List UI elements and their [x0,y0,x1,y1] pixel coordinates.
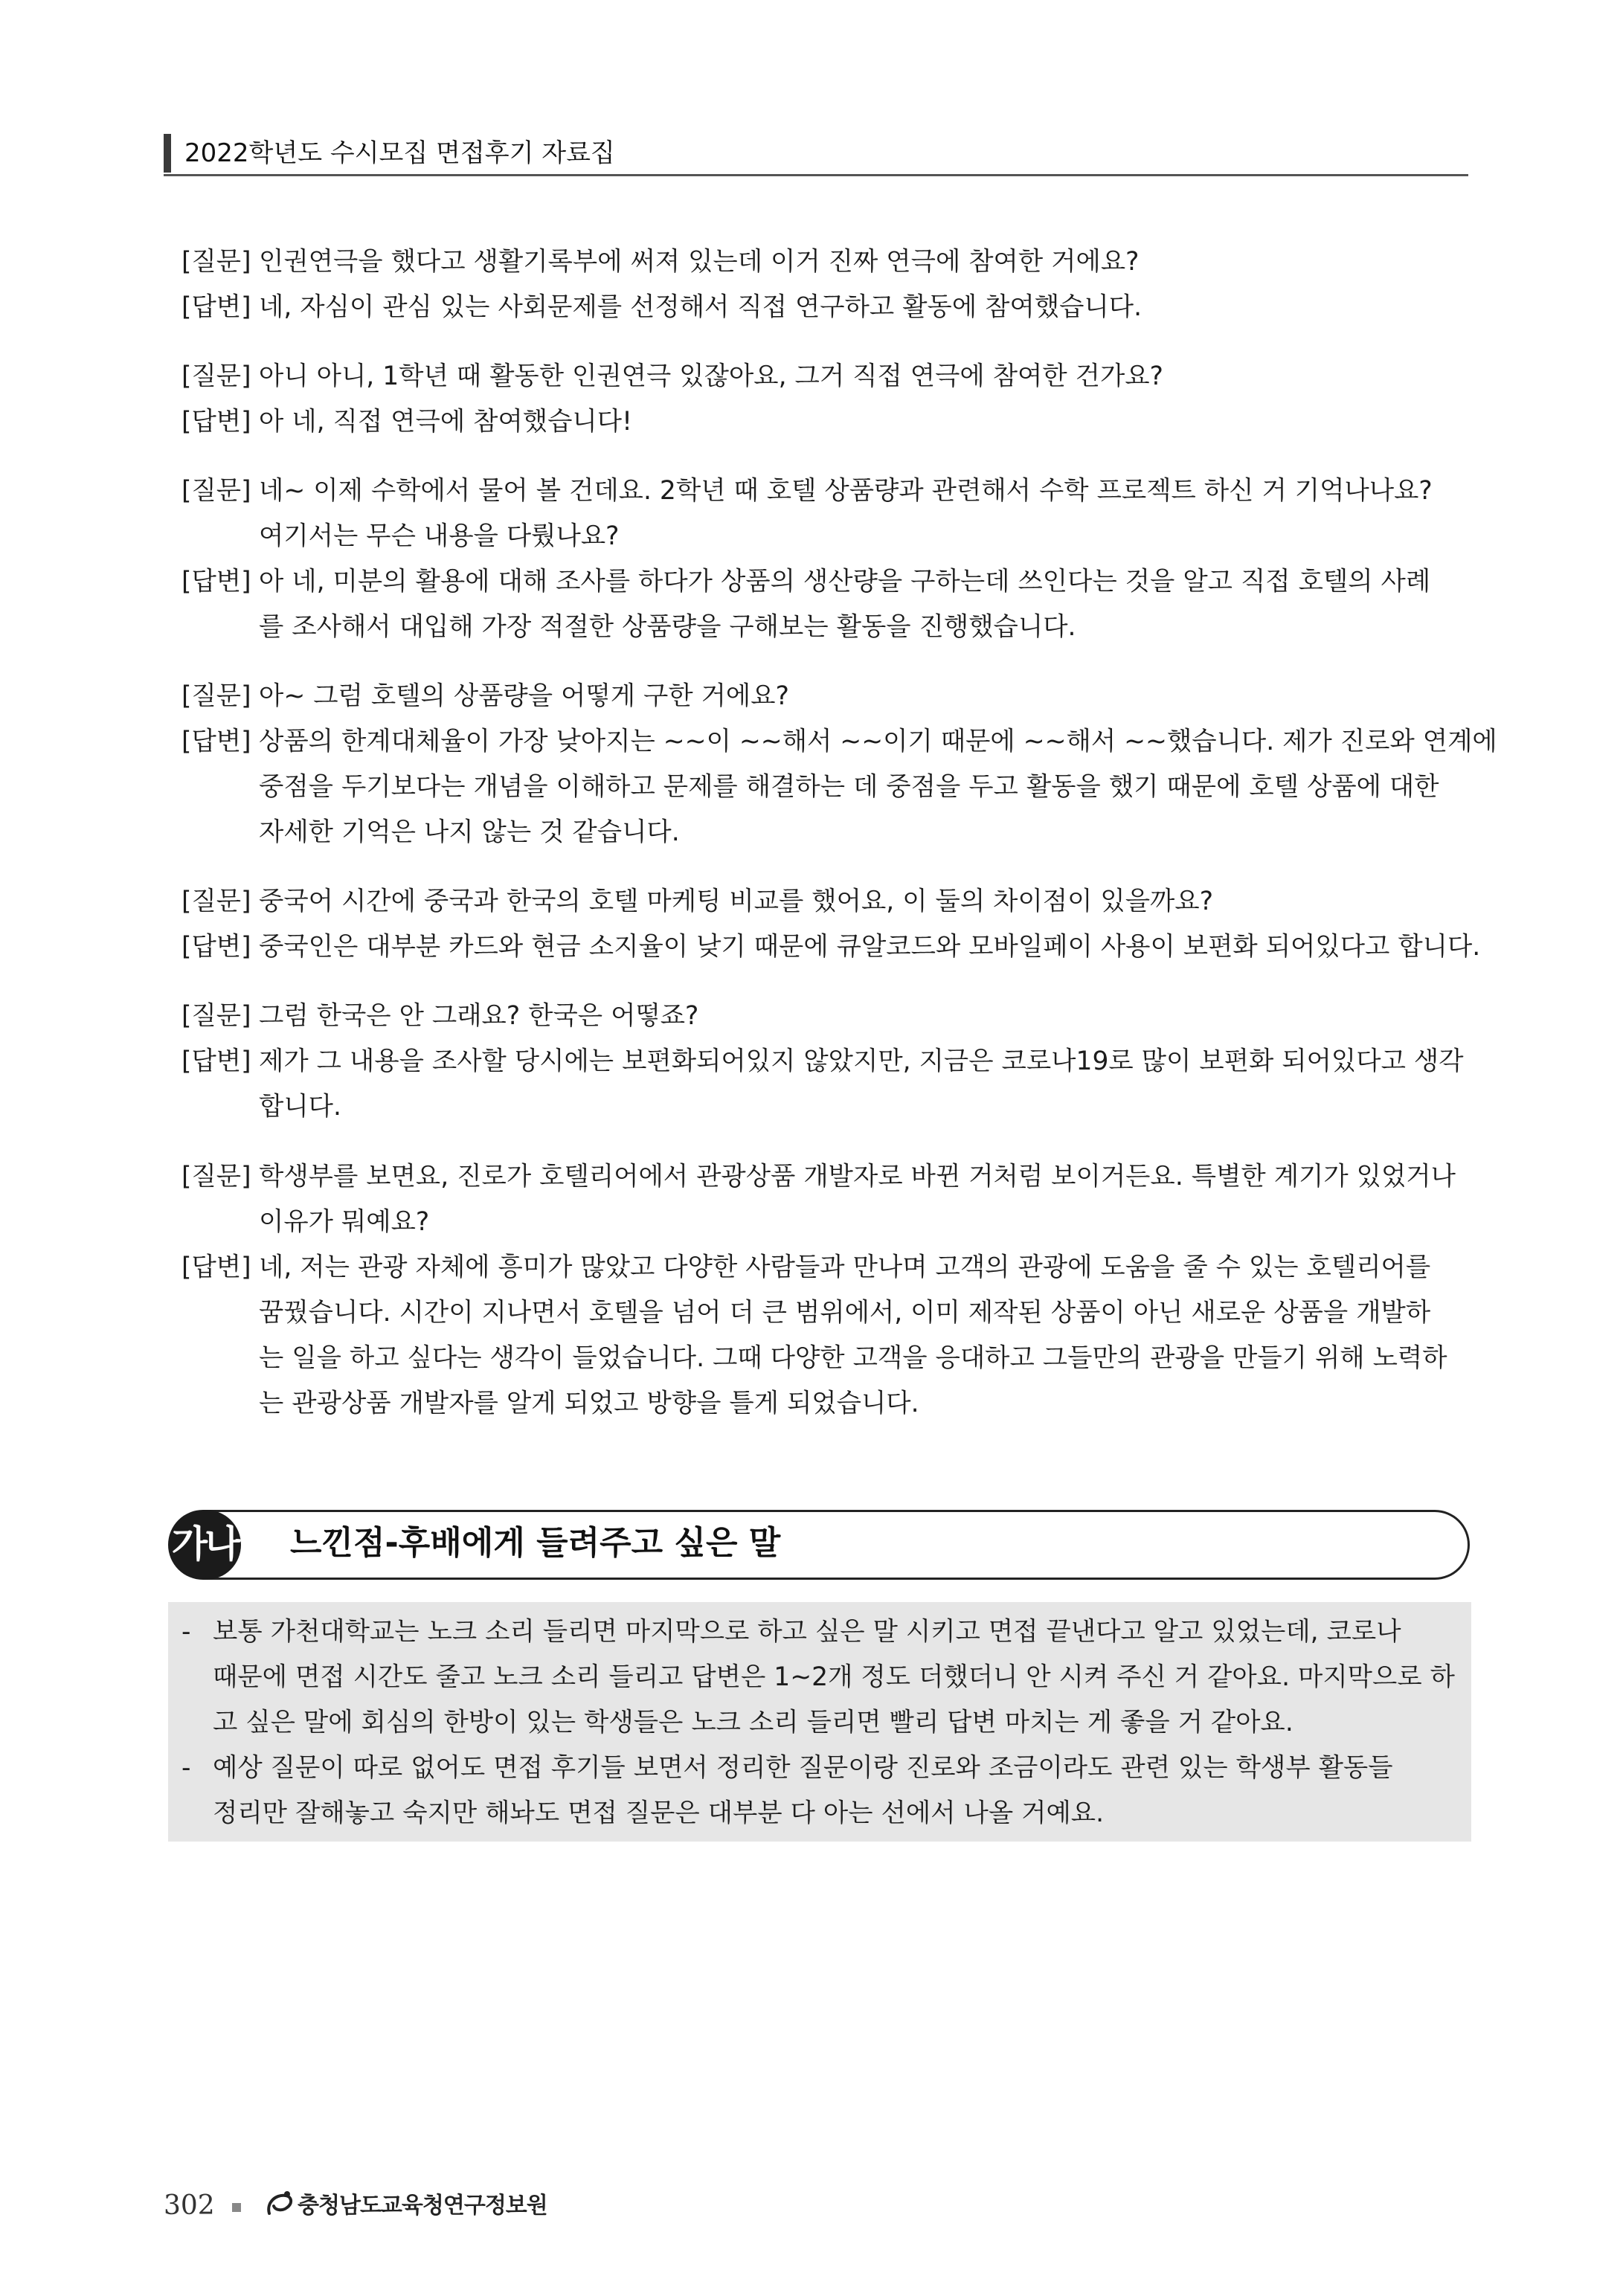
line-text: 네~ 이제 수학에서 물어 볼 건데요. 2학년 때 호텔 상품량과 관련해서 수학 프로젝트 하신 거 기억나나요? [259,476,1433,506]
line-text: 제가 그 내용을 조사할 당시에는 보편화되어있지 않았지만, 지금은 코로나19로 많이 보편화 되어있다고 생각 [259,1046,1464,1076]
line-text: 는 일을 하고 싶다는 생각이 들었습니다. 그때 다양한 고객을 응대하고 그들만의 관광을 만들기 위해 노력하 [259,1343,1447,1373]
advice-text: 때문에 면접 시간도 줄고 노크 소리 들리고 답변은 1~2개 정도 더했더니 안 시켜 주신 거 같아요. 마지막으로 하 [213,1662,1455,1692]
line-text: 상품의 한계대체율이 가장 낮아지는 ~~이 ~~해서 ~~이기 때문에 ~~해서 ~~했습니다. 제가 진로와 연계에 [259,727,1497,756]
qa-block-4 [181,674,1497,855]
section-badge-icon [168,1510,241,1580]
line-text: 를 조사해서 대입해 가장 적절한 상품량을 구해보는 활동을 진행했습니다. [259,612,1076,642]
bullet-dash [181,1791,213,1836]
line-tag: [질문] [181,887,251,916]
line-text: 는 관광상품 개발자를 알게 되었고 방향을 틀게 되었습니다. [259,1389,919,1418]
qa-line [181,924,1481,970]
qa-line [181,1245,1464,1290]
advice-text: 정리만 잘해놓고 숙지만 해놔도 면접 질문은 대부분 다 아는 선에서 나올 거예요. [213,1798,1105,1828]
advice-box [168,1602,1471,1842]
line-tag [181,1381,259,1427]
line-text: 합니다. [259,1092,341,1122]
header-accent-bar [164,134,171,173]
line-text: 중국어 시간에 중국과 한국의 호텔 마케팅 비교를 했어요, 이 둘의 차이점이 있을까요? [259,887,1214,916]
qa-line [181,765,1464,810]
advice-text: 예상 질문이 따로 없어도 면접 후기들 보면서 정리한 질문이랑 진로와 조금이라도 관련 있는 학생부 활동들 [213,1753,1393,1783]
advice-line [181,1655,1461,1700]
qa-line [181,879,1464,924]
line-tag [181,1200,259,1245]
qa-line [181,1039,1464,1084]
advice-line [181,1700,1461,1746]
line-tag [181,1336,259,1381]
qa-line [181,399,1464,445]
advice-line [181,1746,1461,1791]
line-text: 네, 저는 관광 자체에 흥미가 많았고 다양한 사람들과 만나며 고객의 관광에 도움을 줄 수 있는 호텔리어를 [259,1252,1431,1282]
qa-block-6 [181,994,1464,1130]
qa-block-1 [181,239,1464,330]
line-tag: [질문] [181,1162,251,1192]
bullet-dash [181,1700,213,1746]
line-tag: [답변] [181,292,251,322]
line-text: 네, 자심이 관심 있는 사회문제를 선정해서 직접 연구하고 활동에 참여했습니다. [259,292,1142,322]
line-tag: [답변] [181,932,251,962]
line-tag: [답변] [181,1046,251,1076]
qa-line [181,559,1464,605]
qa-line [181,239,1464,285]
footer-square-icon [232,2203,241,2212]
line-tag [181,1290,259,1336]
qa-line [181,810,1464,855]
bullet-dash: - [181,1617,191,1647]
qa-block-5 [181,879,1481,970]
line-tag: [질문] [181,681,251,711]
bullet-dash: - [181,1753,191,1783]
header-title: 2022학년도 수시모집 면접후기 자료집 [184,138,615,168]
advice-line [181,1610,1461,1655]
qa-line [181,1154,1464,1200]
footer-organization: 충청남도교육청연구정보원 [298,2193,547,2219]
section-badge-text: 가나 [171,1522,238,1566]
line-tag: [답변] [181,567,251,596]
line-text: 아 네, 직접 연극에 참여했습니다! [259,407,632,437]
section-title: 느낀점-후배에게 들려주고 싶은 말 [290,1524,781,1562]
qa-block-3 [181,469,1464,650]
line-tag [181,765,259,810]
qa-block-2 [181,354,1464,445]
line-tag [181,605,259,650]
qa-line [181,1336,1464,1381]
line-text: 아 네, 미분의 활용에 대해 조사를 하다가 상품의 생산량을 구하는데 쓰인다는 것을 알고 직접 호텔의 사례 [259,567,1431,596]
line-tag: [답변] [181,1252,251,1282]
page-footer [164,2184,759,2228]
qa-line [181,994,1464,1039]
line-text: 아~ 그럼 호텔의 상품량을 어떻게 구한 거에요? [259,681,789,711]
qa-line [181,605,1464,650]
org-logo-icon [262,2188,296,2222]
section-heading [168,1510,1471,1584]
advice-list [181,1610,1461,1836]
bullet-dash [181,1655,213,1700]
qa-line [181,285,1464,330]
line-text: 꿈꿨습니다. 시간이 지나면서 호텔을 넘어 더 큰 범위에서, 이미 제작된 상품이 아닌 새로운 상품을 개발하 [259,1298,1431,1328]
line-tag [181,1084,259,1130]
line-text: 여기서는 무슨 내용을 다뤘나요? [259,521,620,551]
qa-line [181,674,1464,719]
line-text: 자세한 기억은 나지 않는 것 같습니다. [259,817,680,847]
qa-line [181,719,1497,765]
qa-line [181,1381,1464,1427]
line-tag: [질문] [181,361,251,391]
qa-line [181,1084,1464,1130]
line-text: 중국인은 대부분 카드와 현금 소지율이 낮기 때문에 큐알코드와 모바일페이 사용이 보편화 되어있다고 합니다. [259,932,1481,962]
qa-line [181,1200,1464,1245]
page-header [164,125,1468,176]
line-tag [181,810,259,855]
qa-line [181,354,1464,399]
line-tag [181,514,259,559]
line-text: 아니 아니, 1학년 때 활동한 인권연극 있잖아요, 그거 직접 연극에 참여한 건가요? [259,361,1163,391]
line-text: 중점을 두기보다는 개념을 이해하고 문제를 해결하는 데 중점을 두고 활동을 했기 때문에 호텔 상품에 대한 [259,772,1439,802]
line-tag: [질문] [181,476,251,506]
line-text: 인권연극을 했다고 생활기록부에 써져 있는데 이거 진짜 연극에 참여한 거에요? [259,247,1140,277]
line-tag: [답변] [181,727,251,756]
line-tag: [질문] [181,1001,251,1031]
page-number: 302 [164,2190,215,2221]
line-text: 학생부를 보면요, 진로가 호텔리어에서 관광상품 개발자로 바뀐 거처럼 보이거든요. 특별한 계기가 있었거나 [259,1162,1456,1192]
qa-block-7 [181,1154,1464,1427]
line-text: 이유가 뭐예요? [259,1207,430,1237]
line-tag: [답변] [181,407,251,437]
advice-line [181,1791,1461,1836]
qa-line [181,514,1464,559]
advice-text: 고 싶은 말에 회심의 한방이 있는 학생들은 노크 소리 들리면 빨리 답변 마치는 게 좋을 거 같아요. [213,1708,1293,1737]
line-tag: [질문] [181,247,251,277]
advice-text: 보통 가천대학교는 노크 소리 들리면 마지막으로 하고 싶은 말 시키고 면접 끝낸다고 알고 있었는데, 코로나 [213,1617,1401,1647]
line-text: 그럼 한국은 안 그래요? 한국은 어떻죠? [259,1001,699,1031]
qa-line [181,1290,1464,1336]
qa-line [181,469,1464,514]
